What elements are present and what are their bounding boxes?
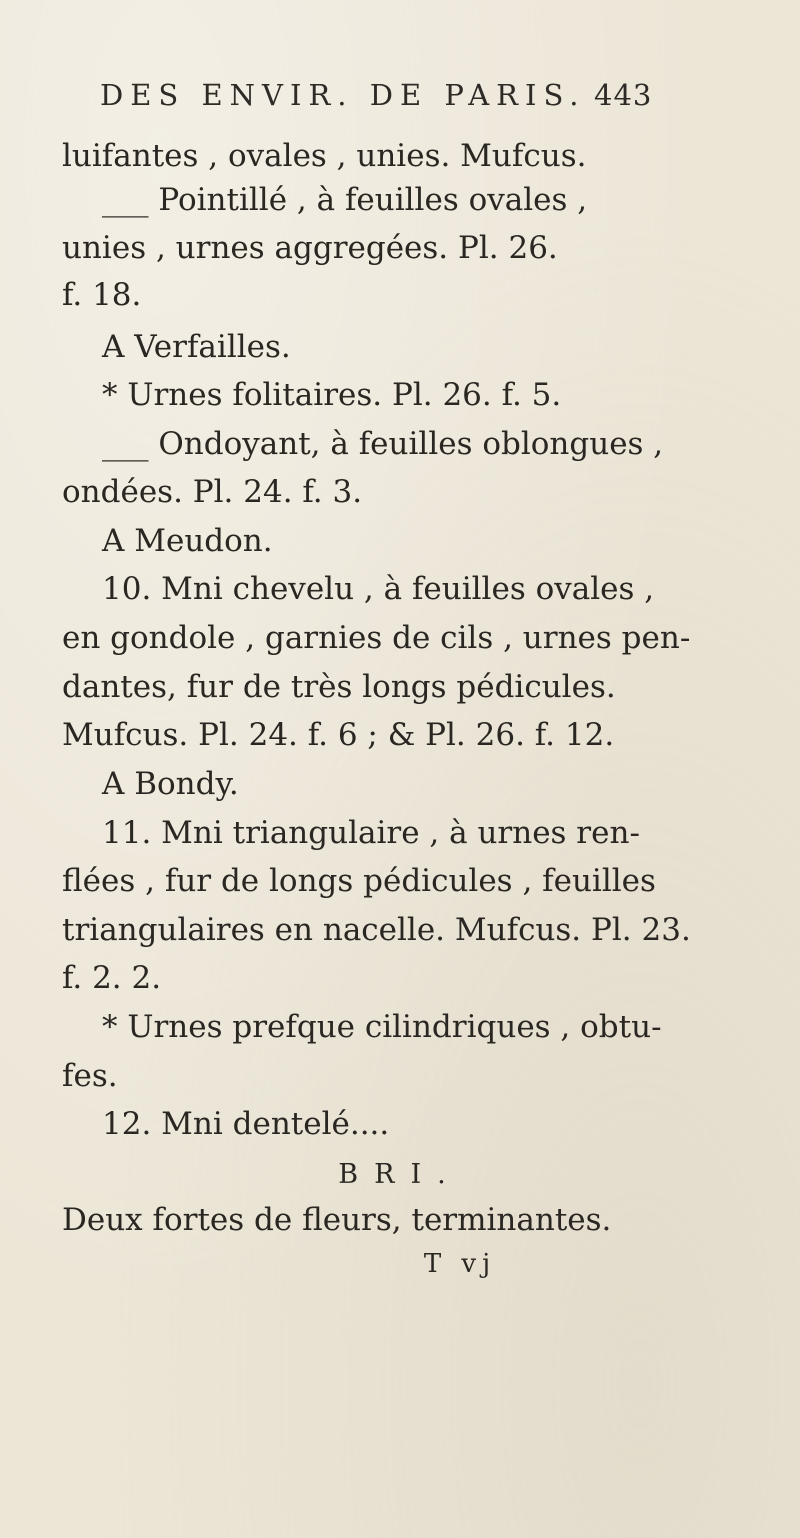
page-number: 443 — [594, 78, 653, 112]
text-line: triangulaires en nacelle. Mufcus. Pl. 23. — [62, 912, 691, 948]
text-line: * Urnes prefque cilindriques , obtu- — [102, 1009, 662, 1045]
text-line: * Urnes folitaires. Pl. 26. f. 5. — [102, 377, 562, 413]
text-line: Mufcus. Pl. 24. f. 6 ; & Pl. 26. f. 12. — [62, 717, 615, 753]
text-line: f. 2. 2. — [62, 960, 162, 996]
text-line: 10. Mni chevelu , à feuilles ovales , — [102, 571, 655, 607]
text-line: flées , fur de longs pédicules , feuilles — [62, 863, 656, 899]
text-line: A Meudon. — [102, 523, 273, 559]
text-line: luifantes , ovales , unies. Mufcus. — [62, 138, 587, 174]
signature-mark: T vj — [423, 1249, 497, 1279]
running-header — [100, 78, 660, 112]
text-line: unies , urnes aggregées. Pl. 26. — [62, 230, 558, 266]
section-heading: BRI. — [338, 1159, 462, 1190]
text-line: 12. Mni dentelé.... — [102, 1106, 390, 1142]
text-line: dantes, fur de très longs pédicules. — [62, 669, 616, 705]
text-line: fes. — [62, 1058, 118, 1094]
text-line: A Bondy. — [102, 766, 239, 802]
text-line: ___ Pointillé , à feuilles ovales , — [102, 182, 588, 218]
text-line: 11. Mni triangulaire , à urnes ren- — [102, 815, 640, 851]
text-line: ___ Ondoyant, à feuilles oblongues , — [102, 426, 664, 462]
text-line: ondées. Pl. 24. f. 3. — [62, 474, 363, 510]
text-line: A Verfailles. — [102, 329, 291, 365]
running-title: DES ENVIR. DE PARIS. — [100, 78, 586, 112]
text-line: en gondole , garnies de cils , urnes pen- — [62, 620, 691, 656]
text-line: Deux fortes de fleurs, terminantes. — [62, 1202, 612, 1238]
text-line: f. 18. — [62, 277, 142, 313]
